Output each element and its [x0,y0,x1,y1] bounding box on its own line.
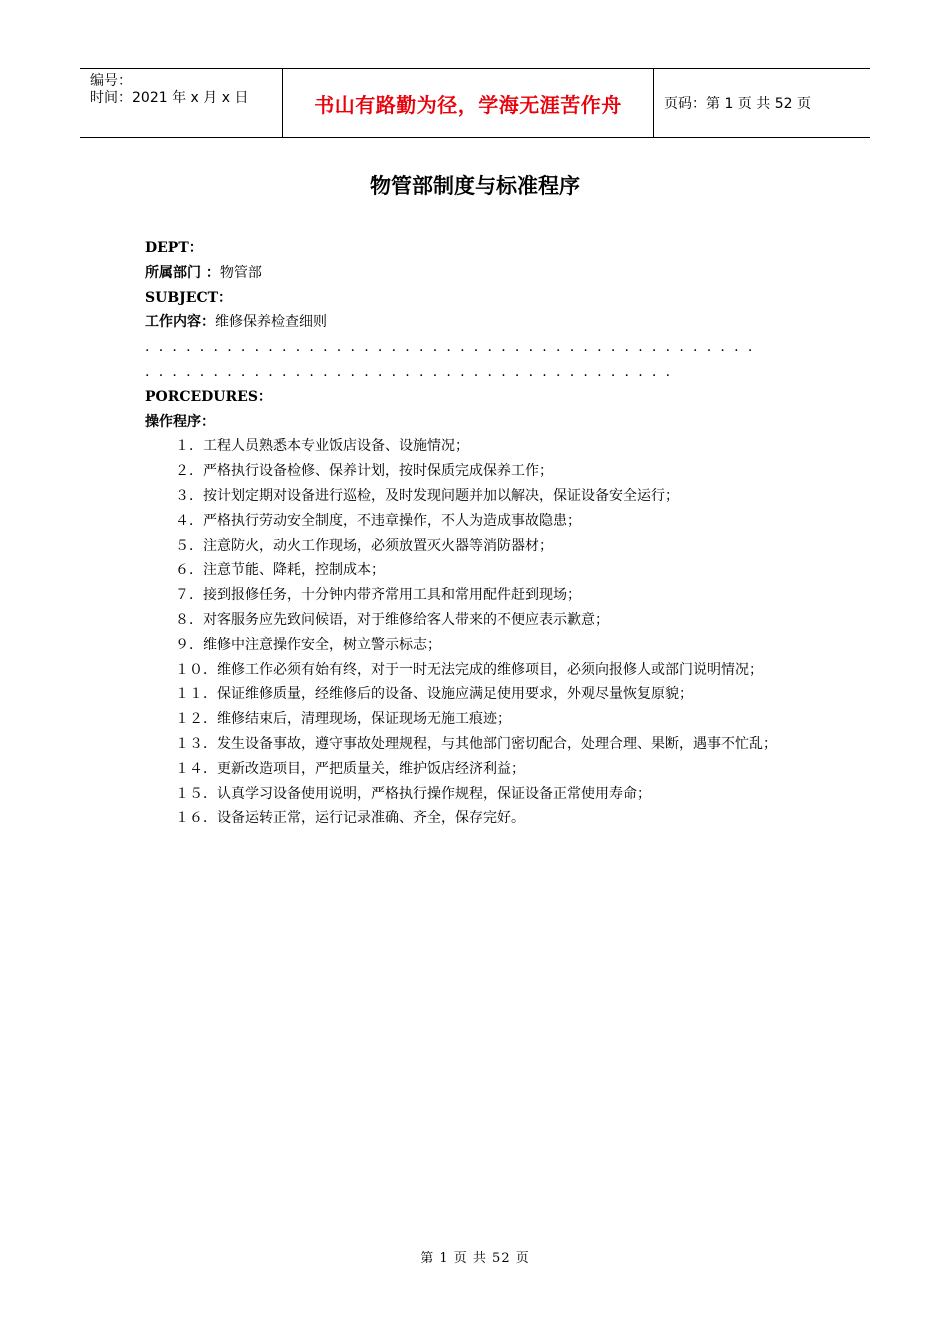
procedures-cn-label: 操作程序： [145,413,215,430]
document-title: 物管部制度与标准程序 [370,174,580,198]
page-header [80,68,870,138]
header-info-cell [80,69,282,137]
procedure-item: １３．发生设备事故，遵守事故处理规程，与其他部门密切配合，处理合理、果断，遇事不忙乱； [175,735,777,752]
number-label: 编号： [90,73,132,89]
dept-label: DEPT： [145,240,203,256]
procedure-item: １．工程人员熟悉本专业饭店设备、设施情况； [175,438,469,455]
page-info: 页码：第 1 页 共 52 页 [664,96,811,112]
procedure-item: ７．接到报修任务，十分钟内带齐常用工具和常用配件赶到现场； [175,587,581,604]
procedure-item: １２．维修结束后，清理现场，保证现场无施工痕迹； [175,711,511,728]
work-value: 维修保养检查细则 [215,314,327,331]
dept-cn-label: 所属部门 ： [145,264,220,281]
procedures-label: PORCEDURES： [145,388,272,405]
procedure-item: １０．维修工作必须有始有终，对于一时无法完成的维修项目，必须向报修人或部门说明情况； [175,661,763,678]
procedure-item: ６．注意节能、降耗，控制成本； [175,562,385,579]
motto: 书山有路勤为径，学海无涯苦作舟 [282,69,654,137]
dept-cn-value: 物管部 [219,264,262,281]
work-row [145,310,810,335]
procedure-item: １５．认真学习设备使用说明，严格执行操作规程，保证设备正常使用寿命； [175,785,651,802]
procedure-item: ５．注意防火，动火工作现场，必须放置灭火器等消防器材； [175,537,553,554]
procedure-item: ９．维修中注意操作安全，树立警示标志； [175,636,441,653]
procedure-item: ８．对客服务应先致问候语，对于维修给客人带来的不便应表示歉意； [175,611,609,628]
document-body [145,236,810,831]
subject-label: SUBJECT： [145,289,233,306]
work-label: 工作内容： [145,314,215,331]
procedure-item: ４．严格执行劳动安全制度，不违章操作，不人为造成事故隐患； [175,512,581,529]
procedure-item: ２．严格执行设备检修、保养计划，按时保质完成保养工作； [175,463,553,480]
dept-row [145,261,810,286]
dotted-separator-1: . . . . . . . . . . . . . . . . . . . . . . . . . . . . . . . . . . . . . . . . . . . . . [145,339,755,356]
procedure-item: １１．保证维修质量，经维修后的设备、设施应满足使用要求，外观尽量恢复原貌； [175,686,693,703]
page-footer: 第 1 页 共 52 页 [420,1251,530,1266]
procedure-item: ３．按计划定期对设备进行巡检，及时发现问题并加以解决，保证设备安全运行； [175,487,679,504]
dotted-separator-2: . . . . . . . . . . . . . . . . . . . . . . . . . . . . . . . . . . . . . . . [145,363,673,380]
procedure-item: １４．更新改造项目，严把质量关，维护饭店经济利益； [175,760,525,777]
procedure-list [145,434,810,831]
time-label: 时间：2021 年 x 月 x 日 [90,90,249,106]
procedure-item: １６．设备运转正常，运行记录准确、齐全，保存完好。 [175,810,525,827]
